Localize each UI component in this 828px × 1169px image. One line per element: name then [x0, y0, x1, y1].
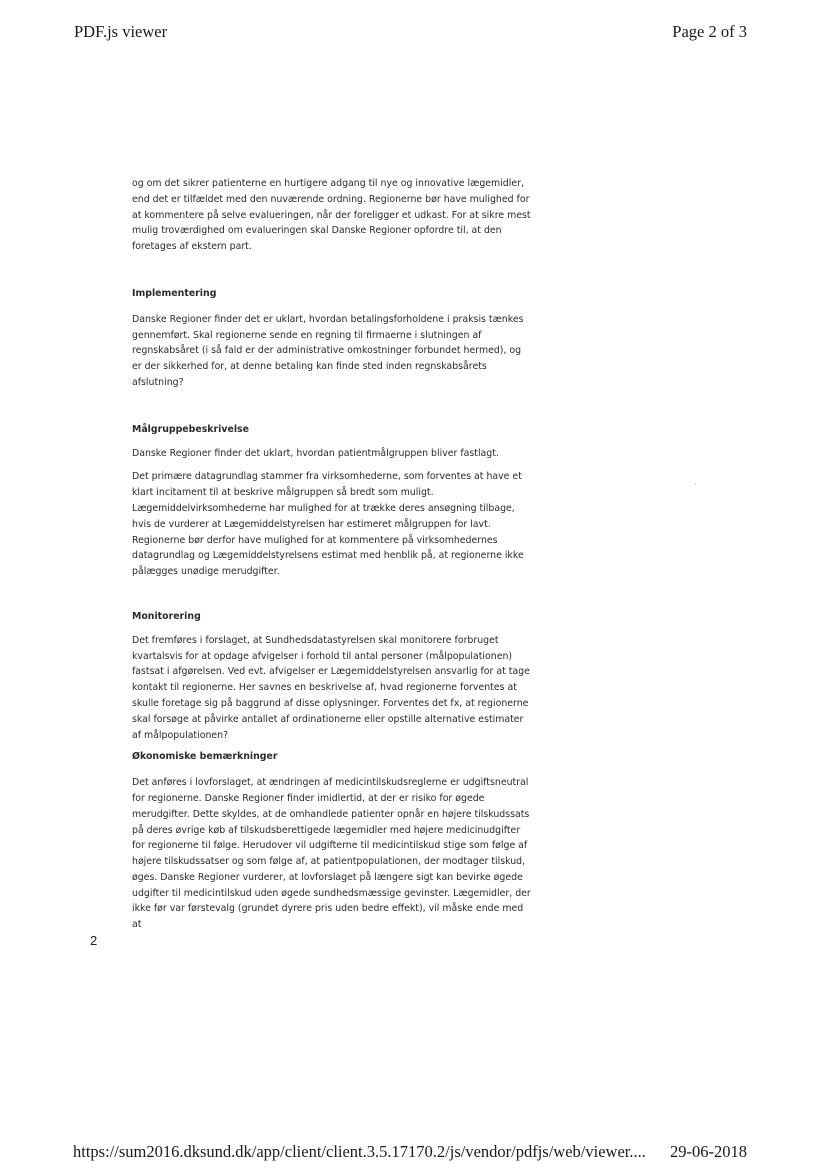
section-paragraph: Det anføres i lovforslaget, at ændringen af medicintilskudsreglerne er udgiftsneutral for regionerne. Danske Regioner finder imidlertid, at der er risiko for øgede merudgifter. Dette skyldes, at de omhandlede patienter opnår en højere tilskudssats på deres øvrige køb af tilskudsberettigede lægemidler med højere medicinudgifter for regionerne til følge. Herudover vil udgifterne til medicintilskud stige som følge af højere tilskudssatser og som følge af, at patientpopulationen, der modtager tilskud, øges. Danske Regioner vurderer, at lovforslaget på længere sigt kan bevirke øgede udgifter til medicintilskud uden øgede sundhedsmæssige gevinster. Lægemidler, der ikke før var førstevalg (grundet dyrere pris uden bedre effekt), vil måske ende med at — [132, 777, 531, 931]
section-paragraph: Det primære datagrundlag stammer fra virksomhederne, som forventes at have et klart incitament til at beskrive målgruppen så bredt som muligt. Lægemiddelvirksomhederne har mulighed for at trække deres ansøgning tilbage, hvis de vurderer at Lægemiddelstyrelsen har estimeret målgruppen for lavt. Regionerne bør derfor have mulighed for at kommentere på virksomhedernes datagrundlag og Lægemiddelstyrelsens estimat med henblik på, at regionerne ikke pålægges unødige merudgifter. — [132, 471, 524, 578]
section-heading-malgruppebeskrivelse: Målgruppebeskrivelse — [132, 423, 249, 435]
footer-date: 29-06-2018 — [670, 1142, 747, 1161]
section-paragraph: Det fremføres i forslaget, at Sundhedsdatastyrelsen skal monitorere forbruget kvartalsvis for at opdage afvigelser i forhold til antal personer (målpopulationen) fastsat i afgørelsen. Ved evt. afvigelser er Lægemiddelstyrelsen ansvarlig for at tage kontakt til regionerne. Her savnes en beskrivelse af, hvad regionerne forventes at skulle foretage sig på baggrund af disse oplysninger. Forventes det fx, at regionerne skal forsøge at påvirke antallet af ordinationerne eller opstille alternative estimater af målpopulationen? — [132, 634, 530, 741]
section-paragraph: Danske Regioner finder det uklart, hvordan patientmålgruppen bliver fastlagt. — [132, 447, 499, 459]
section-heading-monitorering: Monitorering — [132, 610, 201, 622]
intro-paragraph: og om det sikrer patienterne en hurtigere adgang til nye og innovative lægemidler, end det er tilfældet med den nuværende ordning. Regionerne bør have mulighed for at kommentere på selve evalueringen, når der foreligger et udkast. For at sikre mest mulig troværdighed om evalueringen skal Danske Regioner opfordre til, at den foretages af ekstern part. — [132, 178, 531, 253]
section-heading-okonomiske-bemaerkninger: Økonomiske bemærkninger — [132, 751, 278, 763]
page-indicator: Page 2 of 3 — [672, 22, 747, 41]
section-heading-implementering: Implementering — [132, 287, 217, 299]
section-paragraph: Danske Regioner finder det er uklart, hvordan betalingsforholdene i praksis tænkes gennemført. Skal regionerne sende en regning til firmaerne i slutningen af regnskabsåret (i så fald er der administrative omkostninger forbundet hermed), og er der sikkerhed for, at denne betaling kan finde sted inden regnskabsårets afslutning? — [132, 313, 524, 388]
scan-speck — [694, 483, 696, 485]
document-body — [132, 176, 532, 933]
page-number: 2 — [90, 933, 98, 948]
footer-url: https://sum2016.dksund.dk/app/client/client.3.5.17170.2/js/vendor/pdfjs/web/viewer.... — [73, 1142, 646, 1161]
app-title: PDF.js viewer — [74, 22, 168, 41]
